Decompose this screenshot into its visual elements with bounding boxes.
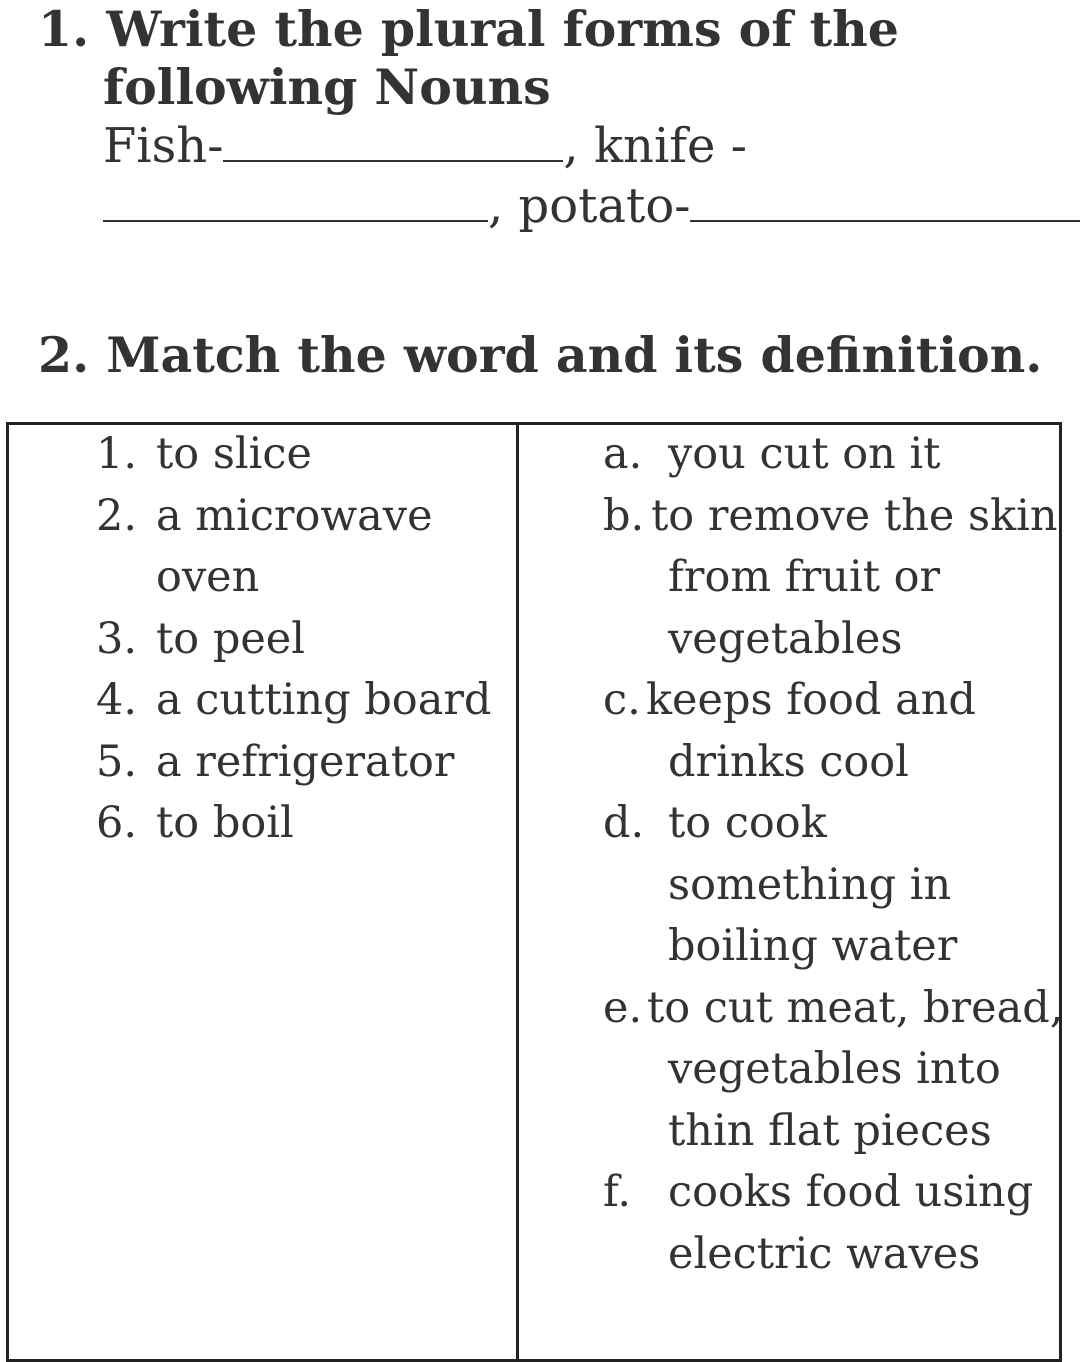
item-number: 3. [96, 613, 138, 664]
question-1-line-2 [103, 176, 1080, 236]
question-1-title-continued: following Nouns [103, 58, 551, 116]
word-item [96, 424, 491, 486]
answer-blank-fish[interactable] [223, 120, 563, 162]
definition-letter: a. [603, 429, 643, 479]
definition-letter: d. [603, 798, 645, 848]
item-number: 5. [96, 736, 138, 787]
definition-item [603, 670, 1063, 732]
definition-text: to cook [668, 798, 827, 848]
word-fish: Fish- [103, 118, 224, 174]
definition-text-continued: electric waves [668, 1228, 981, 1279]
definition-text: cooks food using [668, 1167, 1034, 1217]
definition-text-continued: from fruit or [668, 552, 941, 602]
word-knife: , knife - [563, 118, 747, 174]
definition-text-continued: vegetables [668, 613, 903, 664]
word-item [96, 732, 491, 794]
definition-text: to remove the skin [651, 490, 1058, 541]
item-number: 2. [96, 490, 138, 541]
word-potato: , potato- [488, 178, 691, 234]
word-item [96, 486, 491, 548]
item-text: to peel [156, 613, 306, 664]
definition-item [603, 424, 1063, 486]
word-item [96, 609, 491, 671]
question-2-title: 2. Match the word and its definition. [38, 326, 1043, 384]
words-column [96, 424, 491, 855]
item-number: 4. [96, 675, 138, 725]
definition-letter: c. [603, 675, 641, 725]
definition-text-continued: vegetables into [668, 1044, 1001, 1094]
item-text: a microwave [156, 490, 433, 541]
item-text: a refrigerator [156, 736, 455, 787]
definition-letter: f. [603, 1167, 632, 1217]
item-text: to slice [156, 429, 312, 479]
item-text: a cutting board [156, 675, 492, 725]
answer-blank-potato[interactable] [690, 180, 1080, 222]
definition-text: keeps food and [646, 675, 976, 725]
definition-text-continued: drinks cool [668, 736, 909, 787]
item-text: to boil [156, 798, 294, 848]
definition-text: you cut on it [668, 429, 941, 479]
question-1-line-1 [103, 116, 747, 176]
definition-letter: b. [603, 490, 645, 541]
word-item [96, 670, 491, 732]
question-1-title: 1. Write the plural forms of the [38, 0, 899, 58]
table-divider [516, 422, 519, 1362]
definition-text: to cut meat, bread, [647, 982, 1064, 1033]
definition-item [603, 793, 1063, 855]
definition-text-continued: thin flat pieces [668, 1105, 992, 1156]
definition-item [603, 978, 1063, 1040]
definition-text-continued: something in [668, 859, 952, 910]
item-number: 6. [96, 798, 138, 848]
word-item [96, 793, 491, 855]
item-number: 1. [96, 429, 138, 479]
definition-letter: e. [603, 982, 643, 1033]
definitions-column [603, 424, 1063, 1285]
definition-item [603, 486, 1063, 548]
word-item-continued: oven [156, 552, 260, 602]
answer-blank-knife[interactable] [103, 180, 488, 222]
definition-text-continued: boiling water [668, 921, 958, 971]
definition-item [603, 1162, 1063, 1224]
